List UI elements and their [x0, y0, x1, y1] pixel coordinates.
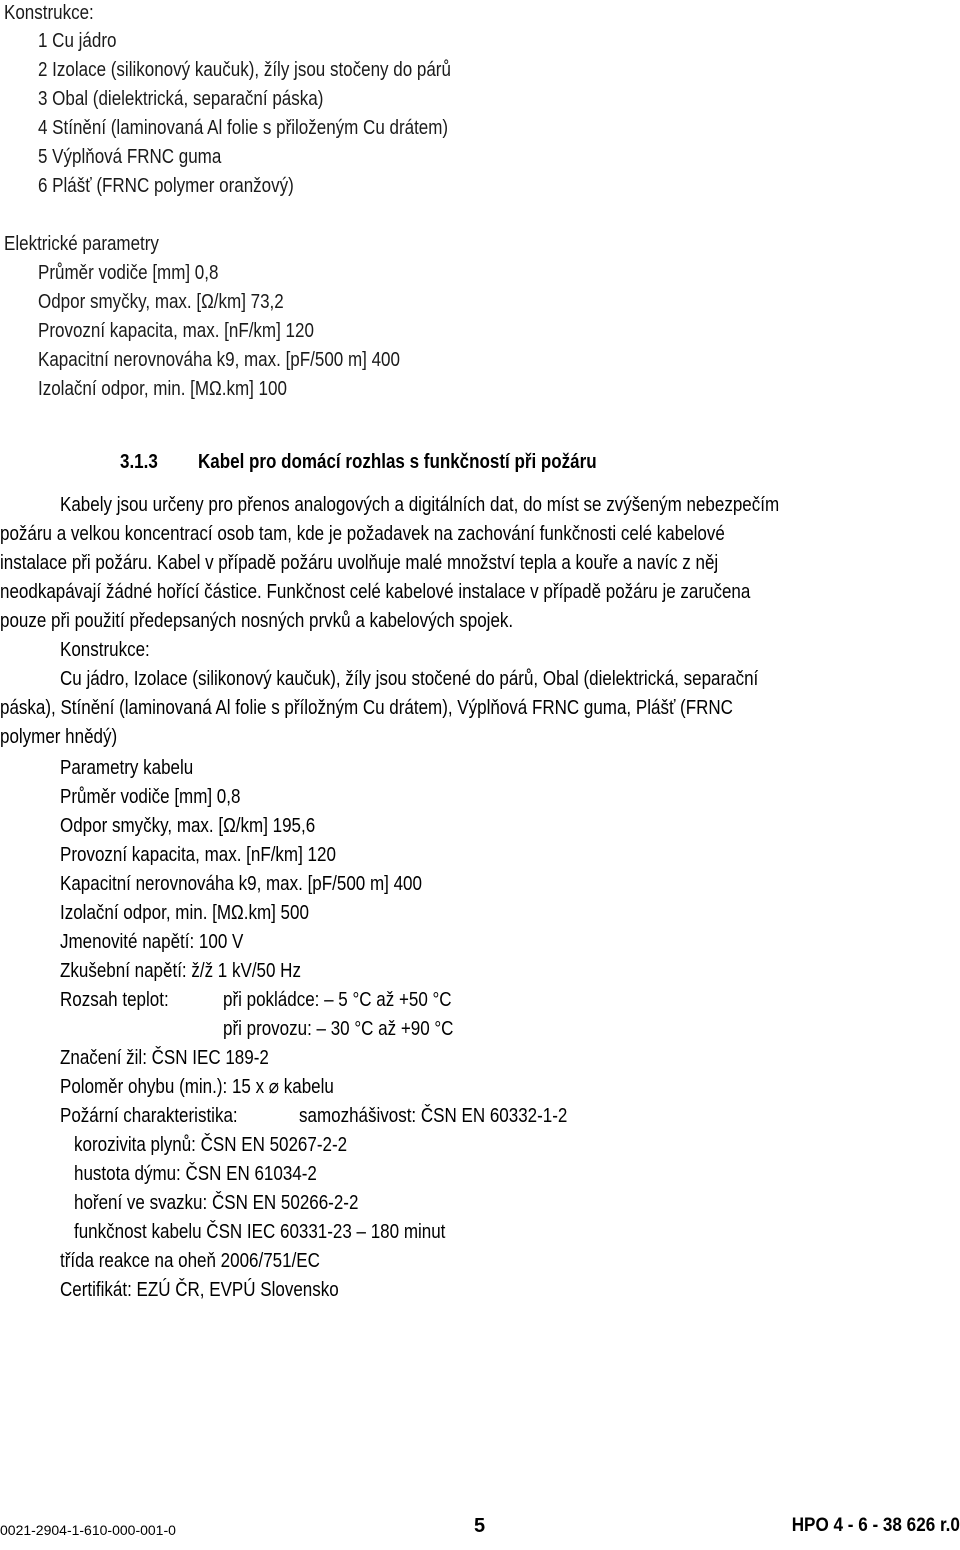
section-number: 3.1.3: [120, 451, 158, 473]
fire-item: korozivita plynů: ČSN EN 50267-2-2: [74, 1134, 348, 1156]
konstrukce-title: Konstrukce:: [60, 639, 150, 661]
section1-param: Provozní kapacita, max. [nF/km] 120: [38, 320, 314, 342]
section-heading: Kabel pro domácí rozhlas s funkčností při požáru: [198, 451, 597, 473]
section1-param: Kapacitní nerovnováha k9, max. [pF/500 m] 400: [38, 349, 400, 371]
konstrukce-line: Cu jádro, Izolace (silikonový kaučuk), žíly jsou stočené do párů, Obal (dielektrická, separační: [60, 668, 759, 690]
param-line: Zkušební napětí: ž/ž 1 kV/50 Hz: [60, 960, 301, 982]
param-line: Provozní kapacita, max. [nF/km] 120: [60, 844, 336, 866]
param-line: Kapacitní nerovnováha k9, max. [pF/500 m] 400: [60, 873, 422, 895]
param-line: Izolační odpor, min. [MΩ.km] 500: [60, 902, 309, 924]
temp-label: Rozsah teplot:: [60, 989, 169, 1011]
bend-radius: Poloměr ohybu (min.): 15 x ⌀ kabelu: [60, 1076, 334, 1098]
section1-item: 2 Izolace (silikonový kaučuk), žíly jsou stočeny do párů: [38, 59, 451, 81]
section1-params-title: Elektrické parametry: [4, 233, 159, 255]
paragraph-line: neodkapávají žádné hořící částice. Funkčnost celé kabelové instalace v případě požáru je zaručena: [0, 581, 751, 603]
paragraph-line: pouze při použití předepsaných nosných prvků a kabelových spojek.: [0, 610, 514, 632]
footer-reference: HPO 4 - 6 - 38 626 r.0: [791, 1515, 960, 1536]
section1-param: Odpor smyčky, max. [Ω/km] 73,2: [38, 291, 284, 313]
param-line: Odpor smyčky, max. [Ω/km] 195,6: [60, 815, 316, 837]
section1-param: Průměr vodiče [mm] 0,8: [38, 262, 219, 284]
fire-label: Požární charakteristika:: [60, 1105, 238, 1127]
temp-laying: při pokládce: – 5 °C až +50 °C: [223, 989, 452, 1011]
wire-marking: Značení žil: ČSN IEC 189-2: [60, 1047, 269, 1069]
section1-item: 3 Obal (dielektrická, separační páska): [38, 88, 324, 110]
paragraph-line: požáru a velkou koncentrací osob tam, kde je požadavek na zachování funkčnosti celé kabelové: [0, 523, 725, 545]
fire-item: funkčnost kabelu ČSN IEC 60331-23 – 180 minut: [74, 1221, 446, 1243]
certificate: Certifikát: EZÚ ČR, EVPÚ Slovensko: [60, 1279, 339, 1301]
param-line: Průměr vodiče [mm] 0,8: [60, 786, 241, 808]
fire-self-extinguishing: samozhášivost: ČSN EN 60332-1-2: [299, 1105, 568, 1127]
paragraph-line: Kabely jsou určeny pro přenos analogových a digitálních dat, do míst se zvýšeným nebezpečím: [60, 494, 780, 516]
footer-page-number: 5: [474, 1515, 486, 1537]
section1-item: 4 Stínění (laminovaná Al folie s přiloženým Cu drátem): [38, 117, 449, 139]
reaction-class: třída reakce na oheň 2006/751/EC: [60, 1250, 320, 1272]
konstrukce-line: páska), Stínění (laminovaná Al folie s příložným Cu drátem), Výplňová FRNC guma, Plášť (FRNC: [0, 697, 733, 719]
section1-item: 5 Výplňová FRNC guma: [38, 146, 222, 168]
param-line: Jmenovité napětí: 100 V: [60, 931, 244, 953]
fire-item: hustota dýmu: ČSN EN 61034-2: [74, 1163, 317, 1185]
konstrukce-line: polymer hnědý): [0, 726, 118, 748]
section1-item: 1 Cu jádro: [38, 30, 117, 52]
temp-operation: při provozu: – 30 °C až +90 °C: [223, 1018, 454, 1040]
section1-param: Izolační odpor, min. [MΩ.km] 100: [38, 378, 287, 400]
fire-item: hoření ve svazku: ČSN EN 50266-2-2: [74, 1192, 359, 1214]
section1-item: 6 Plášť (FRNC polymer oranžový): [38, 175, 294, 197]
params-title: Parametry kabelu: [60, 757, 194, 779]
footer-doc-number: 0021-2904-1-610-000-001-0: [0, 1522, 176, 1538]
section1-title: Konstrukce:: [4, 2, 94, 24]
paragraph-line: instalace při požáru. Kabel v případě požáru uvolňuje malé množství tepla a kouře a navíc z něj: [0, 552, 719, 574]
